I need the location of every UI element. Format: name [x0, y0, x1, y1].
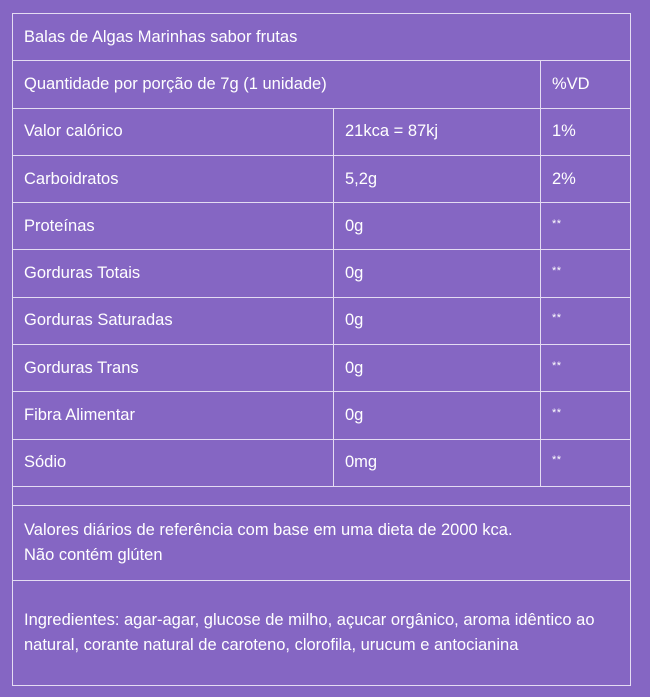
nutrient-row-proteinas: [13, 203, 631, 250]
nutrient-name: Gorduras Trans: [13, 345, 334, 392]
ingredients-text: Ingredientes: agar-agar, glucose de milho, açucar orgânico, aroma idêntico ao natural, corante natural de caroteno, clorofila, urucum e antocianina: [13, 580, 631, 685]
gluten-note: Não contém glúten: [24, 545, 163, 564]
nutrient-row-valor-calorico: [13, 108, 631, 155]
nutrient-name: Fibra Alimentar: [13, 392, 334, 439]
product-title: Balas de Algas Marinhas sabor frutas: [13, 14, 631, 61]
nutrient-row-gorduras-trans: [13, 345, 631, 392]
notes-cell: [13, 505, 631, 580]
vd-stars: **: [552, 454, 562, 467]
nutrient-row-carboidratos: [13, 155, 631, 202]
nutrient-vd: [541, 297, 631, 344]
nutrient-vd: [541, 392, 631, 439]
nutrient-row-sodio: [13, 439, 631, 486]
nutrient-vd: [541, 345, 631, 392]
portion-header-row: [13, 61, 631, 108]
nutrient-name: Gorduras Totais: [13, 250, 334, 297]
nutrient-amount: 21kca = 87kj: [334, 108, 541, 155]
nutrient-amount: 5,2g: [334, 155, 541, 202]
nutrient-amount: 0g: [334, 203, 541, 250]
nutrient-vd: [541, 250, 631, 297]
title-row: [13, 14, 631, 61]
nutrient-name: Gorduras Saturadas: [13, 297, 334, 344]
nutrient-amount: 0g: [334, 250, 541, 297]
nutrient-amount: 0g: [334, 297, 541, 344]
vd-stars: **: [552, 407, 562, 420]
spacer-row: [13, 486, 631, 505]
nutrient-vd: [541, 203, 631, 250]
vd-stars: **: [552, 359, 562, 372]
nutrient-amount: 0g: [334, 392, 541, 439]
vd-header: %VD: [541, 61, 631, 108]
nutrient-amount: 0g: [334, 345, 541, 392]
vd-stars: **: [552, 265, 562, 278]
vd-stars: **: [552, 217, 562, 230]
notes-row: [13, 505, 631, 580]
nutrient-amount: 0mg: [334, 439, 541, 486]
nutrient-name: Proteínas: [13, 203, 334, 250]
nutrient-name: Sódio: [13, 439, 334, 486]
empty-cell: [13, 486, 631, 505]
nutrient-name: Valor calórico: [13, 108, 334, 155]
nutrition-table: [12, 13, 631, 686]
nutrient-vd: 2%: [541, 155, 631, 202]
vd-stars: **: [552, 312, 562, 325]
nutrient-vd: 1%: [541, 108, 631, 155]
portion-label: Quantidade por porção de 7g (1 unidade): [13, 61, 541, 108]
nutrient-vd: [541, 439, 631, 486]
reference-note: Valores diários de referência com base em uma dieta de 2000 kca.: [24, 520, 513, 539]
ingredients-row: [13, 580, 631, 685]
nutrient-row-gorduras-totais: [13, 250, 631, 297]
nutrient-name: Carboidratos: [13, 155, 334, 202]
nutrient-row-fibra-alimentar: [13, 392, 631, 439]
nutrient-row-gorduras-saturadas: [13, 297, 631, 344]
